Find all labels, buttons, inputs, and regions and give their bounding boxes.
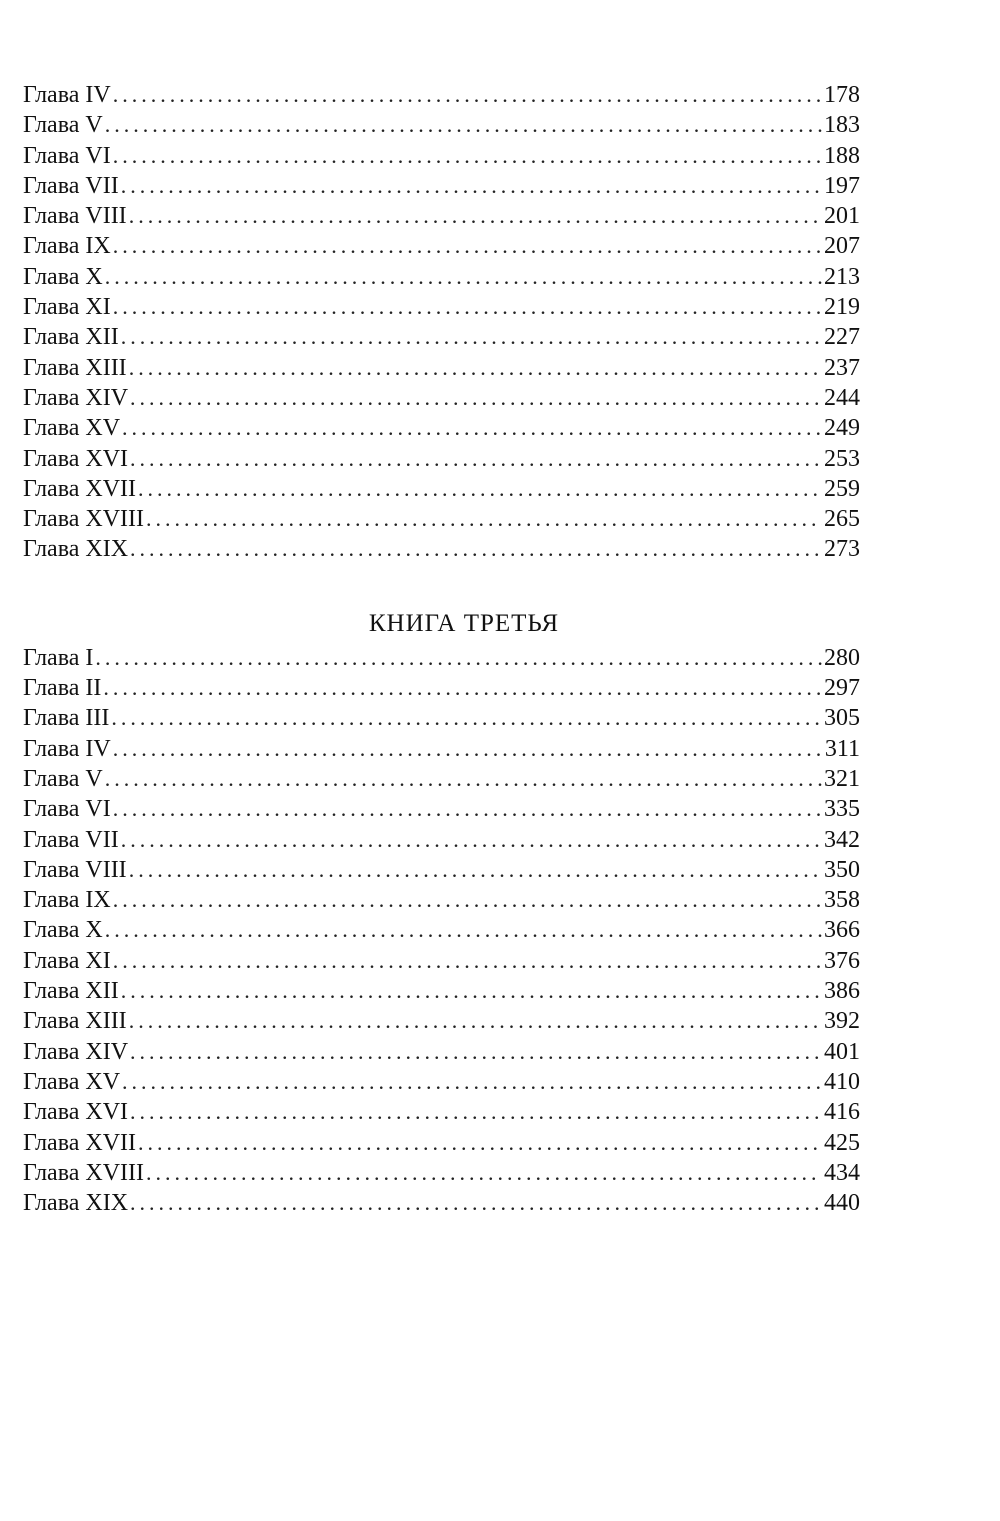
toc-entry[interactable]: [23, 262, 860, 292]
chapter-title: Глава VII: [23, 172, 119, 199]
toc-entry[interactable]: [23, 1158, 860, 1188]
chapter-title: Глава XII: [23, 978, 119, 1005]
page-number: 183: [824, 112, 860, 139]
chapter-title: Глава IX: [23, 233, 111, 260]
chapter-title: Глава XIX: [23, 1190, 129, 1217]
chapter-title: Глава VIII: [23, 203, 127, 230]
chapter-title: Глава XIII: [23, 354, 127, 381]
page-number: 227: [824, 324, 860, 351]
page-number: 311: [824, 735, 860, 762]
toc-entry[interactable]: [23, 1097, 860, 1127]
dot-leader: [113, 946, 822, 976]
page-number: 335: [824, 796, 860, 823]
page-number: 297: [824, 675, 860, 702]
chapter-title: Глава V: [23, 765, 103, 792]
toc-entry[interactable]: [23, 504, 860, 534]
chapter-title: Глава XIX: [23, 536, 129, 563]
dot-leader: [146, 504, 822, 534]
page-number: 305: [824, 705, 860, 732]
chapter-title: Глава IV: [23, 735, 111, 762]
page-number: 219: [824, 294, 860, 321]
dot-leader: [138, 474, 822, 504]
chapter-title: Глава XVI: [23, 445, 129, 472]
dot-leader: [121, 976, 822, 1006]
page-number: 392: [824, 1008, 860, 1035]
dot-leader: [121, 171, 822, 201]
toc-entry[interactable]: [23, 703, 860, 733]
dot-leader: [113, 734, 823, 764]
chapter-title: Глава V: [23, 112, 103, 139]
chapter-title: Глава XI: [23, 947, 111, 974]
page-number: 265: [824, 506, 860, 533]
chapter-title: Глава XVII: [23, 1129, 137, 1156]
toc-entry[interactable]: [23, 110, 860, 140]
page-number: 366: [824, 917, 860, 944]
dot-leader: [146, 1158, 822, 1188]
toc-entry[interactable]: [23, 534, 860, 564]
toc-entry[interactable]: [23, 946, 860, 976]
dot-leader: [113, 885, 822, 915]
toc-list-book-two-continued: [23, 80, 860, 565]
page-number: 259: [824, 475, 860, 502]
section-heading: КНИГА ТРЕТЬЯ: [368, 609, 560, 637]
page-number: 178: [824, 82, 860, 108]
page-number: 376: [824, 947, 860, 974]
dot-leader: [130, 534, 822, 564]
dot-leader: [105, 764, 822, 794]
chapter-title: Глава VI: [23, 142, 111, 169]
chapter-title: Глава VII: [23, 826, 119, 853]
toc-entry[interactable]: [23, 764, 860, 794]
chapter-title: Глава IV: [23, 82, 111, 108]
page-number: 201: [824, 203, 860, 230]
dot-leader: [130, 1037, 822, 1067]
toc-entry[interactable]: [23, 1128, 860, 1158]
page-number: 280: [824, 644, 860, 671]
dot-leader: [122, 413, 822, 443]
dot-leader: [105, 915, 822, 945]
toc-entry[interactable]: [23, 474, 860, 504]
dot-leader: [121, 825, 822, 855]
chapter-title: Глава XIV: [23, 1038, 129, 1065]
dot-leader: [103, 673, 822, 703]
page-number: 249: [824, 415, 860, 442]
dot-leader: [129, 1006, 822, 1036]
toc-entry[interactable]: [23, 231, 860, 261]
page-number: 197: [824, 172, 860, 199]
toc-entry[interactable]: [23, 976, 860, 1006]
page-number: 358: [824, 887, 860, 914]
toc-entry[interactable]: [23, 794, 860, 824]
dot-leader: [105, 262, 822, 292]
chapter-title: Глава II: [23, 675, 102, 702]
chapter-title: Глава I: [23, 644, 94, 671]
chapter-title: Глава III: [23, 705, 110, 732]
toc-entry[interactable]: [23, 353, 860, 383]
dot-leader: [130, 444, 822, 474]
toc-entry[interactable]: [23, 80, 860, 110]
toc-entry[interactable]: [23, 673, 860, 703]
dot-leader: [95, 643, 822, 673]
dot-leader: [129, 855, 822, 885]
chapter-title: Глава XVII: [23, 475, 137, 502]
page-number: 321: [824, 765, 860, 792]
toc-entry[interactable]: [23, 855, 860, 885]
page-number: 440: [824, 1190, 860, 1217]
toc-entry[interactable]: [23, 1006, 860, 1036]
chapter-title: Глава IX: [23, 887, 111, 914]
toc-entry[interactable]: [23, 915, 860, 945]
chapter-title: Глава VI: [23, 796, 111, 823]
page-number: 401: [824, 1038, 860, 1065]
dot-leader: [105, 110, 822, 140]
page-number: 350: [824, 856, 860, 883]
dot-leader: [130, 1097, 822, 1127]
chapter-title: Глава XIV: [23, 384, 129, 411]
dot-leader: [138, 1128, 822, 1158]
toc-entry[interactable]: [23, 322, 860, 352]
dot-leader: [113, 794, 822, 824]
dot-leader: [113, 231, 822, 261]
toc-entry[interactable]: [23, 643, 860, 673]
toc-entry[interactable]: [23, 171, 860, 201]
dot-leader: [122, 1067, 822, 1097]
toc-entry[interactable]: [23, 1037, 860, 1067]
toc-entry[interactable]: [23, 444, 860, 474]
dot-leader: [129, 201, 822, 231]
chapter-title: Глава X: [23, 263, 103, 290]
chapter-title: Глава XVIII: [23, 1159, 145, 1186]
toc-entry[interactable]: [23, 141, 860, 171]
chapter-title: Глава XI: [23, 294, 111, 321]
chapter-title: Глава VIII: [23, 856, 127, 883]
page-number: 410: [824, 1068, 860, 1095]
dot-leader: [129, 353, 822, 383]
dot-leader: [130, 383, 822, 413]
table-of-contents: [23, 80, 860, 1218]
toc-entry[interactable]: [23, 734, 860, 764]
page-number: 207: [824, 233, 860, 260]
chapter-title: Глава XV: [23, 1068, 121, 1095]
toc-list-book-three: [23, 643, 860, 1219]
toc-entry[interactable]: [23, 383, 860, 413]
chapter-title: Глава XIII: [23, 1008, 127, 1035]
toc-entry[interactable]: [23, 292, 860, 322]
chapter-title: Глава XII: [23, 324, 119, 351]
toc-entry[interactable]: [23, 201, 860, 231]
page-number: 386: [824, 978, 860, 1005]
dot-leader: [121, 322, 822, 352]
dot-leader: [130, 1188, 822, 1218]
dot-leader: [111, 703, 822, 733]
toc-entry[interactable]: [23, 1188, 860, 1218]
page-number: 425: [824, 1129, 860, 1156]
page-number: 188: [824, 142, 860, 169]
chapter-title: Глава XVI: [23, 1099, 129, 1126]
chapter-title: Глава XV: [23, 415, 121, 442]
page-number: 213: [824, 263, 860, 290]
page-number: 342: [824, 826, 860, 853]
toc-entry[interactable]: [23, 825, 860, 855]
page-number: 434: [824, 1159, 860, 1186]
page-number: 273: [824, 536, 860, 563]
page-number: 244: [824, 384, 860, 411]
toc-entry[interactable]: [23, 413, 860, 443]
chapter-title: Глава X: [23, 917, 103, 944]
toc-entry[interactable]: [23, 1067, 860, 1097]
dot-leader: [113, 141, 822, 171]
page-number: 237: [824, 354, 860, 381]
dot-leader: [113, 292, 822, 322]
page-number: 253: [824, 445, 860, 472]
page-number: 416: [824, 1099, 860, 1126]
dot-leader: [113, 80, 822, 110]
toc-entry[interactable]: [23, 885, 860, 915]
chapter-title: Глава XVIII: [23, 506, 145, 533]
